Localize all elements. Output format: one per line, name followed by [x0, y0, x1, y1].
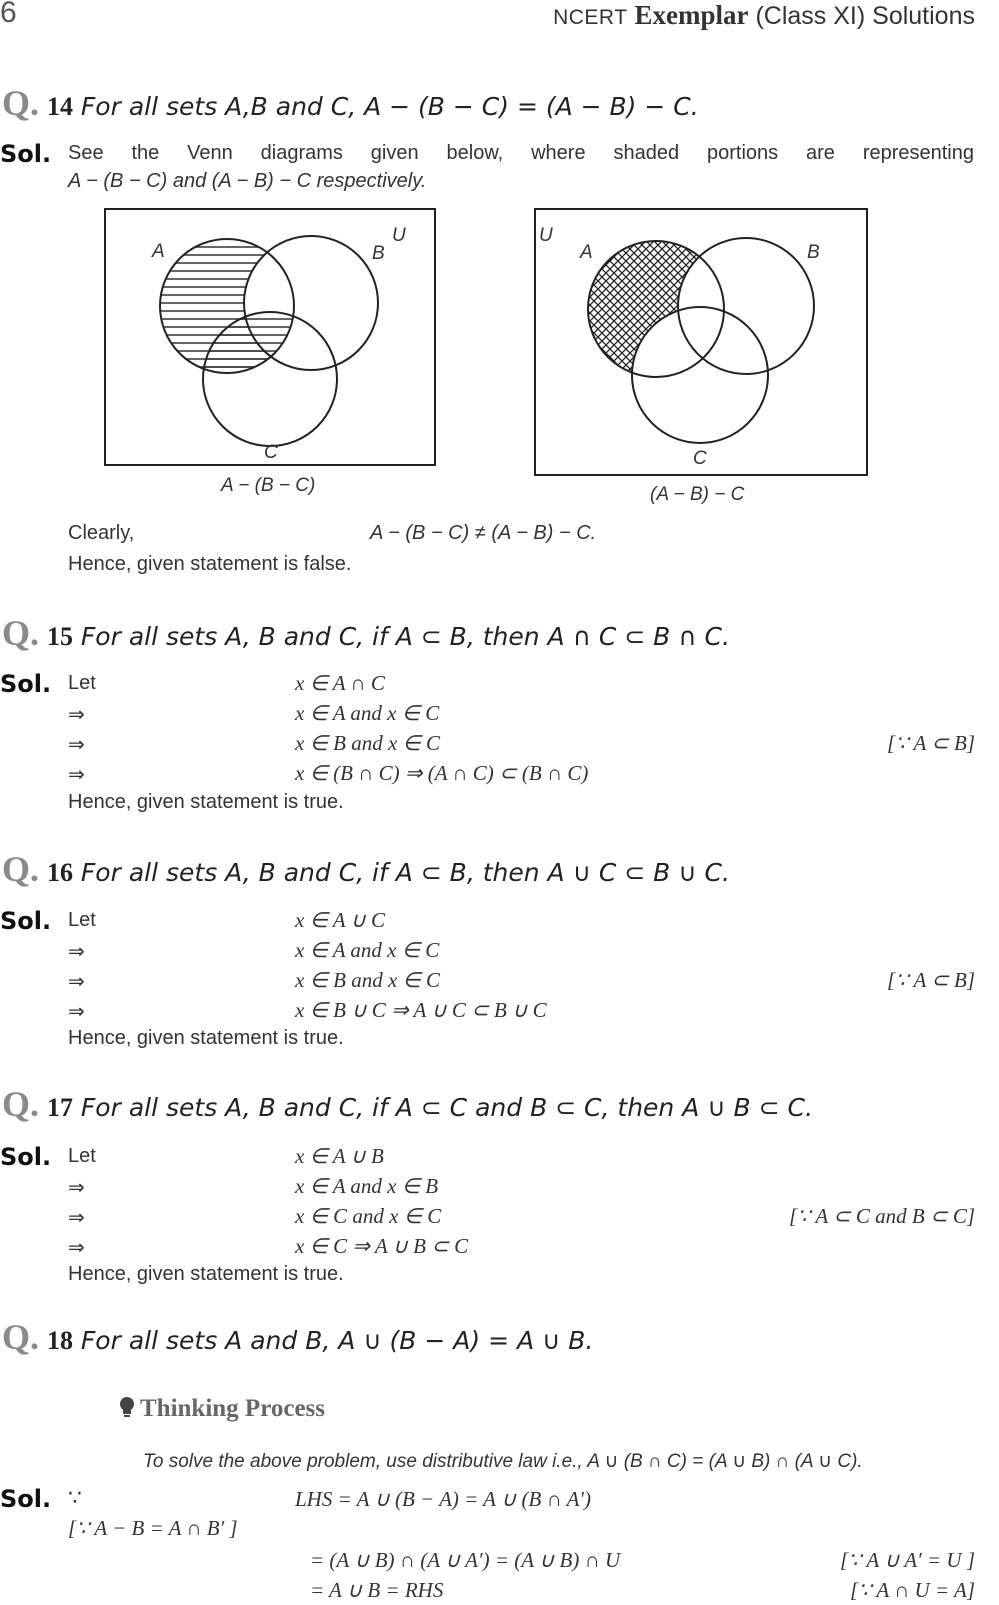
sol-label: Sol. [0, 1143, 52, 1171]
thinking-process-title: Thinking Process [140, 1395, 325, 1422]
question-number: 16 [46, 858, 73, 887]
step-left: Let [68, 1145, 96, 1167]
label-b: B [807, 242, 820, 263]
question-text: For all sets A, B and C, if A ⊂ C and B ⊂ C, then A ∪ B ⊂ C. [80, 1093, 813, 1122]
sol-intro-line2: A − (B − C) and (A − B) − C respectively. [68, 170, 427, 192]
question-15 [2, 612, 730, 654]
venn-diagram-a-minus-b-then-minus-c [530, 205, 875, 515]
q14-conclusion: Hence, given statement is false. [68, 553, 352, 575]
line3-reason: [∵ A ∩ U = A] [850, 1578, 975, 1602]
step-expr: x ∈ A ∪ B [295, 1144, 384, 1168]
header-tail: Solutions [872, 2, 975, 30]
step-left: Let [68, 909, 96, 931]
step-left: ⇒ [68, 1207, 85, 1229]
question-18 [2, 1316, 593, 1358]
step-expr: x ∈ C ⇒ A ∪ B ⊂ C [295, 1234, 469, 1258]
diagram2-caption: (A − B) − C [650, 484, 745, 505]
venn-diagram-a-minus-b-minus-c [100, 205, 442, 505]
label-a: A [152, 241, 165, 262]
question-number: 17 [46, 1093, 73, 1122]
question-marker: Q. [2, 1317, 40, 1357]
step-expr: x ∈ B and x ∈ C [295, 731, 441, 755]
step-expr: x ∈ A and x ∈ C [295, 701, 440, 725]
question-text: For all sets A and B, A ∪ (B − A) = A ∪ B. [80, 1326, 594, 1355]
step-expr: x ∈ A and x ∈ C [295, 938, 440, 962]
line1-reason: [∵ A − B = A ∩ B′ ] [68, 1516, 238, 1540]
class-label: (Class XI) [755, 2, 866, 30]
q16-conclusion: Hence, given statement is true. [68, 1027, 344, 1049]
question-14 [2, 82, 699, 124]
question-number: 15 [46, 622, 73, 651]
sol-label: Sol. [0, 670, 52, 698]
label-c: C [264, 442, 278, 463]
lightbulb-icon [118, 1396, 136, 1418]
line2-expr: = (A ∪ B) ∩ (A ∪ A′) = (A ∪ B) ∩ U [310, 1548, 621, 1572]
book-title: Exemplar [634, 0, 749, 30]
step-reason: [∵ A ⊂ B] [887, 731, 975, 755]
step-expr: x ∈ B and x ∈ C [295, 968, 441, 992]
q15-conclusion: Hence, given statement is true. [68, 791, 344, 813]
step-left: ⇒ [68, 971, 85, 993]
step-left: ⇒ [68, 1237, 85, 1259]
label-c: C [693, 448, 707, 469]
sol-label: Sol. [0, 140, 52, 168]
step-expr: x ∈ (B ∩ C) ⇒ (A ∩ C) ⊂ (B ∩ C) [295, 761, 589, 785]
clearly-expression: A − (B − C) ≠ (A − B) − C. [370, 522, 597, 544]
diagram1-caption: A − (B − C) [221, 475, 316, 496]
question-text: For all sets A, B and C, if A ⊂ B, then A ∩ C ⊂ B ∩ C. [80, 622, 730, 651]
step-left: ⇒ [68, 734, 85, 756]
question-number: 18 [46, 1326, 73, 1355]
question-marker: Q. [2, 1084, 40, 1124]
thinking-process-heading [118, 1395, 325, 1423]
running-header [553, 0, 975, 31]
step-reason: [∵ A ⊂ C and B ⊂ C] [788, 1204, 975, 1228]
question-text: For all sets A,B and C, A − (B − C) = (A − B) − C. [80, 92, 699, 121]
label-u: U [539, 225, 553, 246]
question-marker: Q. [2, 849, 40, 889]
label-b: B [372, 243, 385, 264]
step-left: ⇒ [68, 764, 85, 786]
sol-intro-line1: See the Venn diagrams given below, where shaded portions are representing [68, 142, 974, 164]
step-expr: x ∈ A ∪ C [295, 908, 386, 932]
step-left: ⇒ [68, 1001, 85, 1023]
step-left: ⇒ [68, 704, 85, 726]
line2-reason: [∵ A ∪ A′ = U ] [839, 1548, 975, 1572]
line3-expr: = A ∪ B = RHS [310, 1578, 444, 1602]
page-number: 6 [0, 0, 17, 29]
question-marker: Q. [2, 83, 40, 123]
thinking-process-text: To solve the above problem, use distributive law i.e., A ∪ (B ∩ C) = (A ∪ B) ∩ (A ∪ C). [143, 1451, 863, 1472]
step-expr: x ∈ A and x ∈ B [295, 1174, 439, 1198]
step-reason: [∵ A ⊂ B] [887, 968, 975, 992]
label-u: U [392, 225, 406, 246]
question-17 [2, 1083, 813, 1125]
question-text: For all sets A, B and C, if A ⊂ B, then A ∪ C ⊂ B ∪ C. [80, 858, 730, 887]
label-a: A [580, 242, 593, 263]
question-16 [2, 848, 730, 890]
step-left: ⇒ [68, 941, 85, 963]
clearly-label: Clearly, [68, 522, 135, 544]
step-left: ⇒ [68, 1177, 85, 1199]
sol-label: Sol. [0, 907, 52, 935]
because-symbol: ∵ [68, 1485, 82, 1510]
line1-expr: LHS = A ∪ (B − A) = A ∪ (B ∩ A′) [295, 1487, 592, 1511]
step-left: Let [68, 672, 96, 694]
q17-conclusion: Hence, given statement is true. [68, 1263, 344, 1285]
series-name: NCERT [553, 6, 628, 29]
step-expr: x ∈ B ∪ C ⇒ A ∪ C ⊂ B ∪ C [295, 998, 547, 1022]
step-expr: x ∈ C and x ∈ C [295, 1204, 442, 1228]
step-expr: x ∈ A ∩ C [295, 671, 385, 695]
question-number: 14 [46, 92, 73, 121]
sol-label: Sol. [0, 1485, 52, 1513]
question-marker: Q. [2, 613, 40, 653]
